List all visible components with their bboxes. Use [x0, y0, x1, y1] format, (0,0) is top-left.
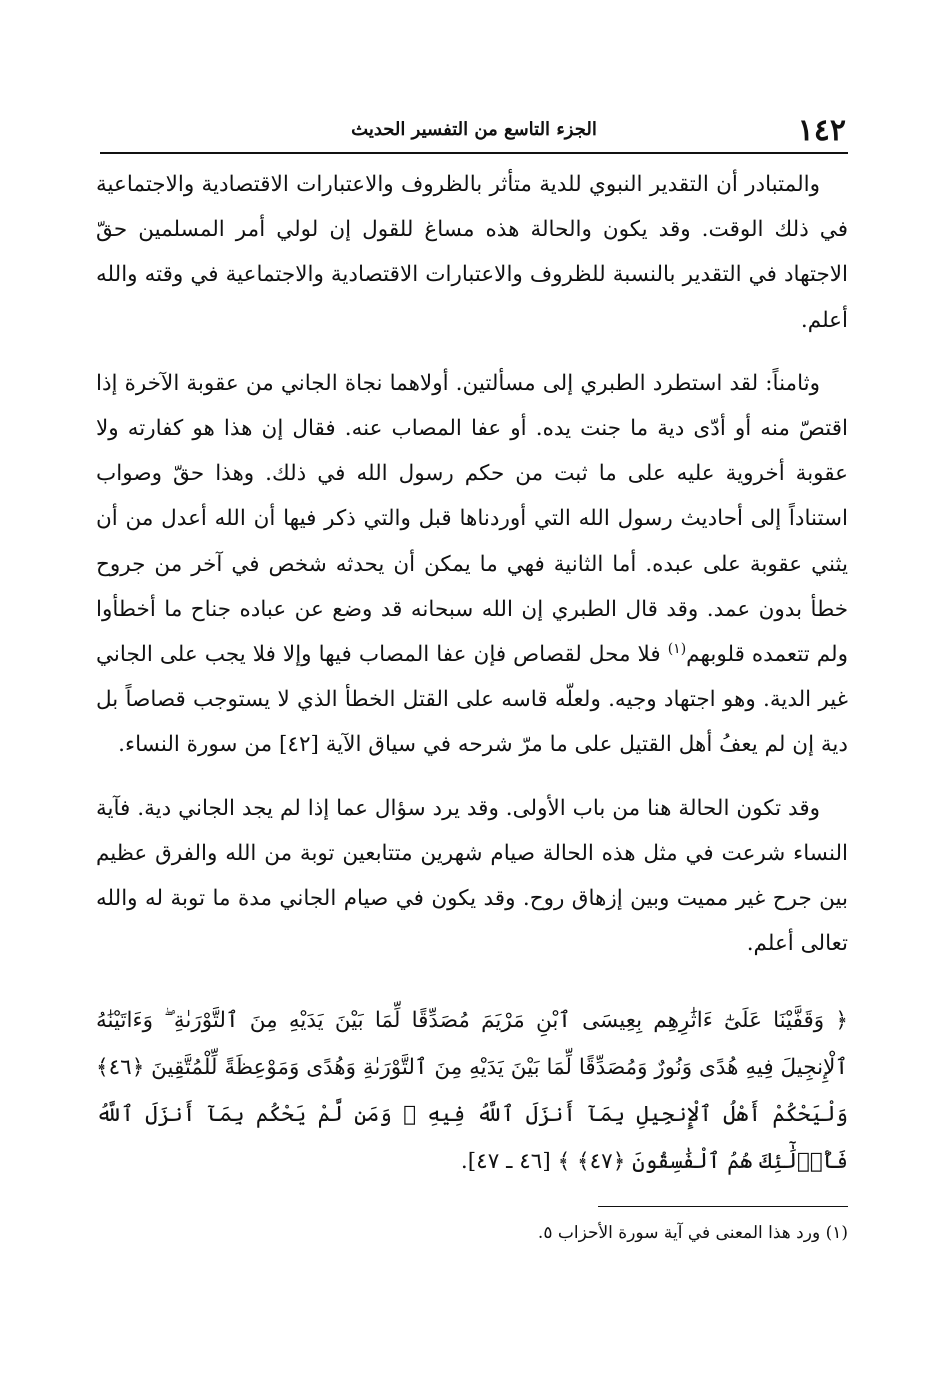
quran-verse-text: ﴿ وَقَفَّيْنَا عَلَىٰٓ ءَاثَٰرِهِم بِعِيسَى ٱبْنِ مَرْيَمَ مُصَدِّقًا لِّمَا بَيْنَ يَدَيْهِ مِنَ ٱلتَّوْرَىٰةِ ۖ وَءَاتَيْنَٰهُ ٱلْإِنجِيلَ فِيهِ هُدًى وَنُورٌ وَمُصَدِّقًا لِّمَا بَيْنَ يَدَيْهِ مِنَ ٱلتَّوْرَىٰةِ وَهُدًى وَمَوْعِظَةً لِّلْمُتَّقِينَ ﴿٤٦﴾ وَلْيَحْكُمْ أَهْلُ ٱلْإِنجِيلِ بِمَآ أَنزَلَ ٱللَّهُ فِيهِ ۚ وَمَن لَّمْ يَحْكُم بِمَآ أَنزَلَ ٱللَّهُ فَأُو۟لَٰٓئِكَ هُمُ ٱلْفَٰسِقُونَ ﴿٤٧﴾ ﴾ [96, 1008, 848, 1174]
footnote: (١) ورد هذا المعنى في آية سورة الأحزاب ٥. [537, 1223, 848, 1243]
paragraph-2 [96, 361, 848, 768]
page-header [100, 112, 848, 154]
quran-verse [96, 997, 848, 1185]
main-text [96, 162, 848, 966]
paragraph-2-part-2: فلا محل لقصاص فإن عفا المصاب فيها وإلا فلا يجب على الجاني غير الدية. وهو اجتهاد وجيه. ولعلّه قاسه على القتل الخطأ الذي لا يستوجب قصاصاً بل دية إن لم يعفُ أهل القتيل على ما مرّ شرحه في سياق الآية [٤٢] من سورة النساء. [96, 642, 848, 758]
quran-verse-block [96, 997, 848, 1185]
verse-reference: [٤٦ ـ ٤٧]. [460, 1149, 551, 1174]
paragraph-1: والمتبادر أن التقدير النبوي للدية متأثر بالظروف والاعتبارات الاقتصادية والاجتماعية في ذلك الوقت. وقد يكون والحالة هذه مساغ للقول إن لولي أمر المسلمين حقّ الاجتهاد في التقدير بالنسبة للظروف والاعتبارات الاقتصادية والاجتماعية في وقته والله أعلم. [96, 172, 848, 333]
paragraph-3: وقد تكون الحالة هنا من باب الأولى. وقد يرد سؤال عما إذا لم يجد الجاني دية. فآية النساء شرعت في مثل هذه الحالة صيام شهرين متتابعين توبة من الله والفرق عظيم بين جرح غير مميت وبين إزهاق روح. وقد يكون في صيام الجاني مدة ما توبة له والله تعالى أعلم. [96, 795, 848, 957]
footnote-marker: (١) [667, 640, 687, 657]
footnote-divider [598, 1206, 848, 1207]
page-number: ١٤٢ [797, 113, 846, 148]
running-title: الجزء التاسع من التفسير الحديث [351, 119, 597, 140]
paragraph-2-part-1: وثامناً: لقد استطرد الطبري إلى مسألتين. أولاهما نجاة الجاني من عقوبة الآخرة إذا اقتصّ منه أو أدّى دية ما جنت يده. أو عفا المصاب عنه. فقال إن هذا هو كفارته ولا عقوبة أخروية عليه على ما ثبت من حكم رسول الله في ذلك. وهذا حقّ وصواب استناداً إلى أحاديث رسول الله التي أوردناها قبل والتي ذكر فيها أن الله أعدل من أن يثني عقوبة على عبده. أما الثانية فهي ما يمكن أن يحدثه شخص في آخر من جروح خطأ بدون عمد. وقد قال الطبري إن الله سبحانه قد وضع عن عباده جناح ما أخطأوا ولم تتعمده قلوبهم [96, 370, 848, 668]
